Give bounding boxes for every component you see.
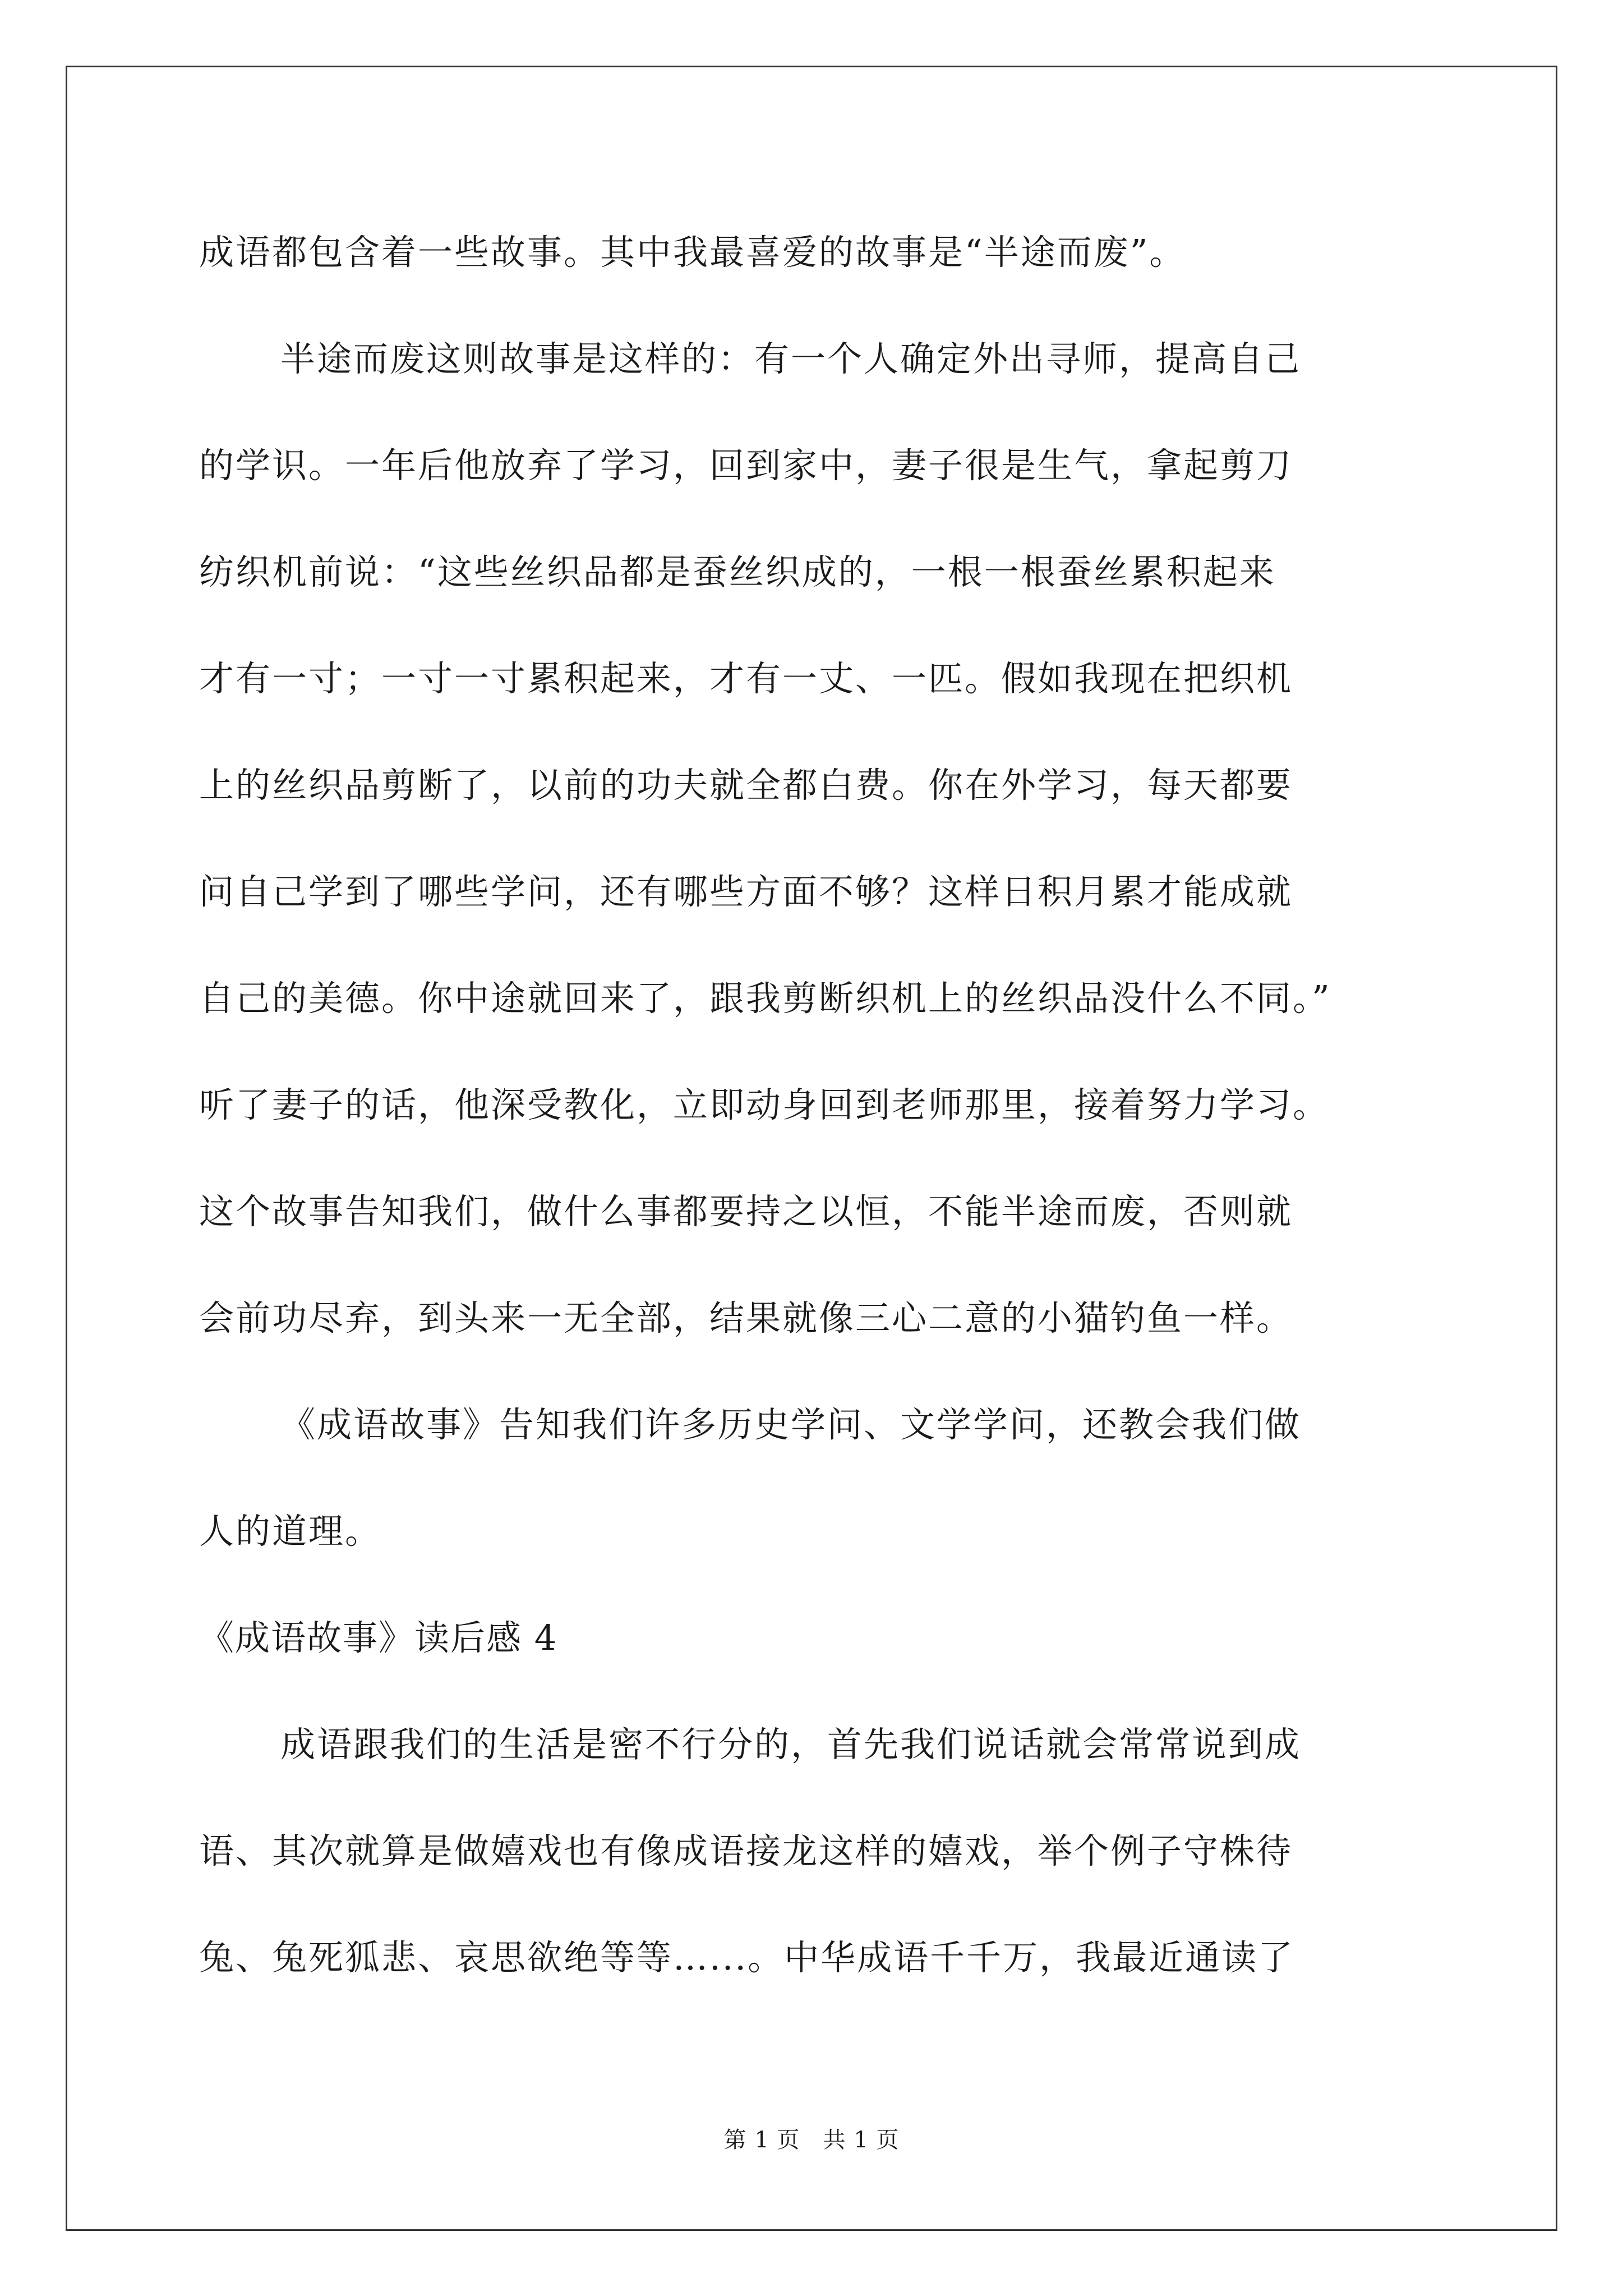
text-line: 《成语故事》告知我们许多历史学问、文学学问，还教会我们做 xyxy=(280,1404,1302,1445)
text-line: 人的道理。 xyxy=(199,1511,382,1552)
text-line: 兔、兔死狐悲、哀思欲绝等等…...。中华成语千千万，我最近通读了 xyxy=(199,1937,1295,1978)
text-line: 上的丝织品剪断了，以前的功夫就全都白费。你在外学习，每天都要 xyxy=(199,765,1293,806)
text-line: 的学识。一年后他放弃了学习，回到家中，妻子很是生气，拿起剪刀 xyxy=(199,445,1293,486)
text-line: 成语跟我们的生活是密不行分的，首先我们说话就会常常说到成 xyxy=(280,1724,1302,1765)
text-line: 自己的美德。你中途就回来了，跟我剪断织机上的丝织品没什么不同。” xyxy=(199,978,1331,1019)
text-line: 这个故事告知我们，做什么事都要持之以恒，不能半途而废，否则就 xyxy=(199,1191,1293,1232)
text-line: 听了妻子的话，他深受教化，立即动身回到老师那里，接着努力学习。 xyxy=(199,1084,1330,1125)
text-line: 纺织机前说：“这些丝织品都是蚕丝织成的，一根一根蚕丝累积起来 xyxy=(199,551,1276,592)
section-heading: 《成语故事》读后感 4 xyxy=(199,1617,558,1658)
page-footer: 第 1 页 共 1 页 xyxy=(723,2127,900,2153)
text-line: 半途而废这则故事是这样的：有一个人确定外出寻师，提高自己 xyxy=(280,338,1302,379)
text-line: 才有一寸；一寸一寸累积起来，才有一丈、一匹。假如我现在把织机 xyxy=(199,658,1293,699)
page-frame xyxy=(66,66,1557,2231)
text-line: 成语都包含着一些故事。其中我最喜爱的故事是“半途而废”。 xyxy=(199,232,1186,273)
text-line: 会前功尽弃，到头来一无全部，结果就像三心二意的小猫钓鱼一样。 xyxy=(199,1297,1293,1338)
text-line: 问自己学到了哪些学问，还有哪些方面不够？这样日积月累才能成就 xyxy=(199,871,1293,912)
text-line: 语、其次就算是做嬉戏也有像成语接龙这样的嬉戏，举个例子守株待 xyxy=(199,1830,1293,1871)
